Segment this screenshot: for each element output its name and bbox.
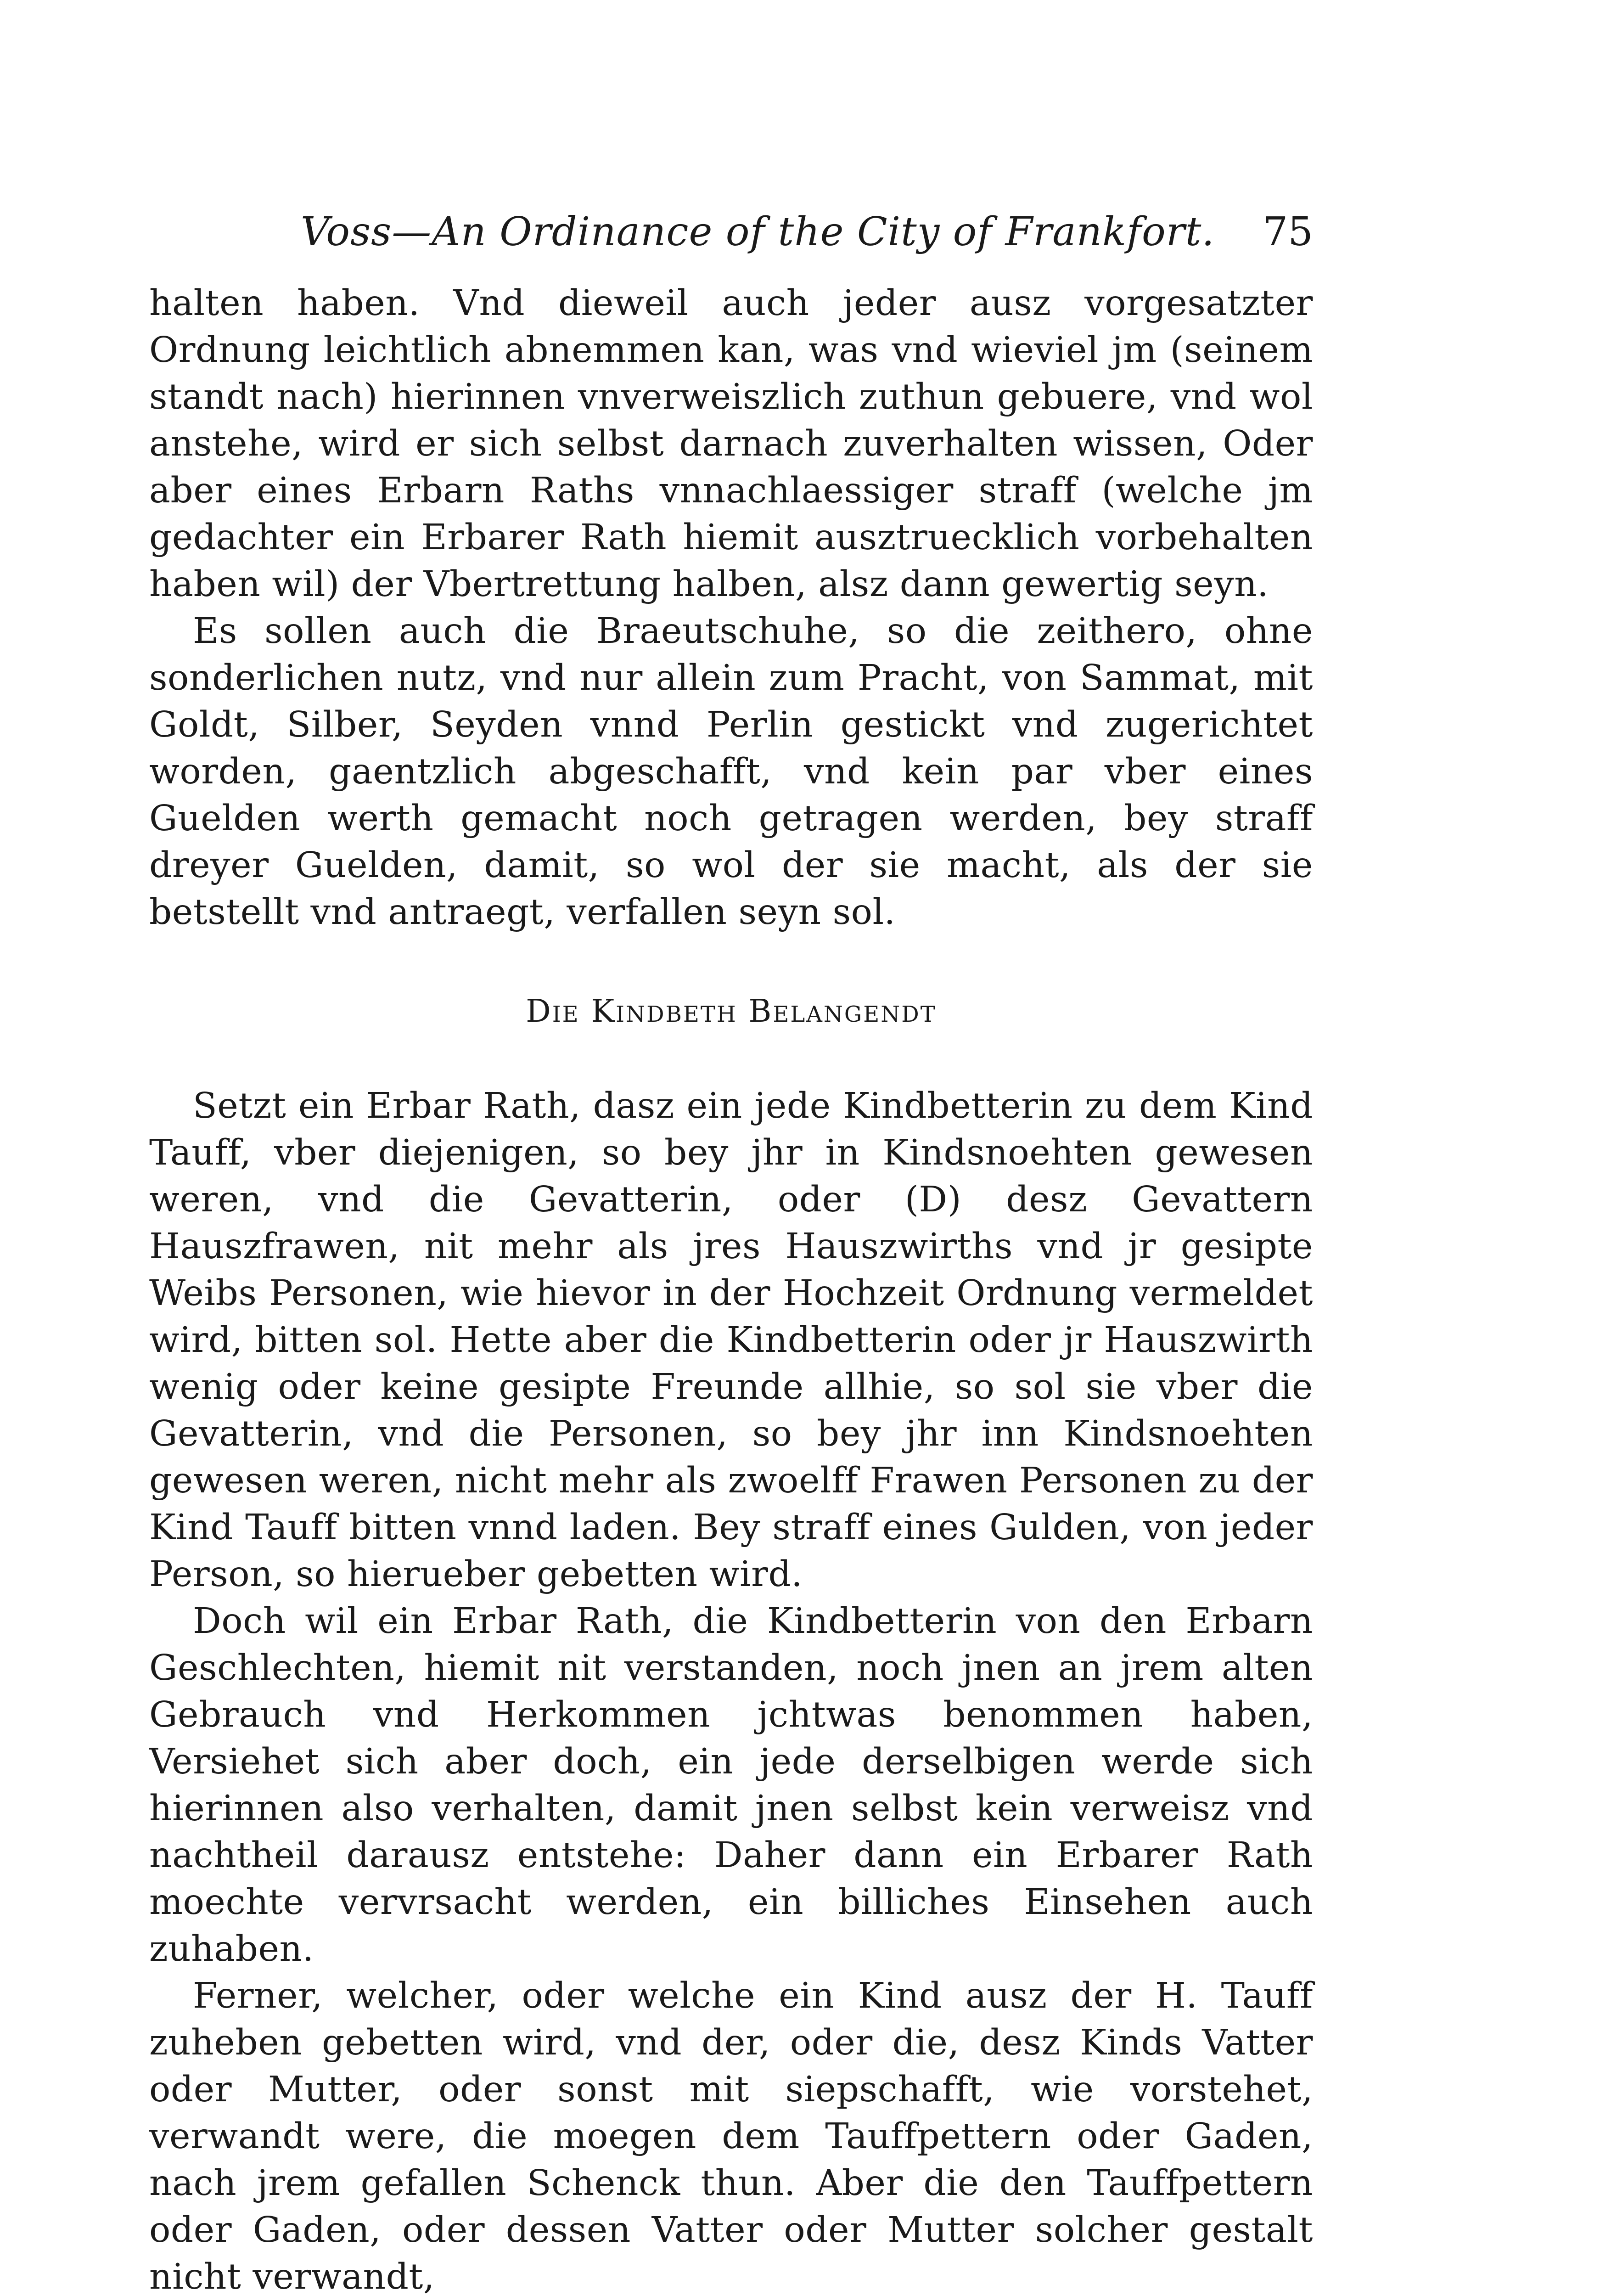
book-page	[149, 197, 1313, 2296]
paragraph-christening-guests: Setzt ein Erbar Rath, dasz ein jede Kindbetterin zu dem Kind Tauff, vber diejenigen, so bey jhr in Kindsnoehten gewesen weren, vnd die Gevatterin, oder (D) desz Gevattern Hauszfrawen, nit mehr als jres Hauszwirths vnd jr gesipte Weibs Personen, wie hievor in der Hochzeit Ordnung vermeldet wird, bitten sol. Hette aber die Kindbetterin oder jr Hauszwirth wenig oder keine gesipte Freunde allhie, so sol sie vber die Gevatterin, vnd die Personen, so bey jhr inn Kindsnoehten gewesen weren, nicht mehr als zwoelff Frawen Personen zu der Kind Tauff bitten vnnd laden. Bey straff eines Gulden, von jeder Person, so hierueber gebetten wird.	[149, 1086, 1313, 1595]
page-number: 75	[1263, 209, 1313, 255]
paragraph-patrician-exemption: Doch wil ein Erbar Rath, die Kindbetterin von den Erbarn Geschlechten, hiemit nit verstanden, noch jnen an jrem alten Gebrauch vnd Herkommen jchtwas benommen haben, Versiehet sich aber doch, ein jede derselbigen werde sich hierinnen also verhalten, damit jnen selbst kein verweisz vnd nachtheil darausz entstehe: Daher dann ein Erbarer Rath moechte vervrsacht werden, ein billiches Einsehen auch zuhaben.	[149, 1601, 1313, 1970]
paragraph-continuation: halten haben. Vnd dieweil auch jeder ausz vorgesatzter Ordnung leichtlich abnemmen kan, was vnd wieviel jm (seinem standt nach) hierinnen vnverweiszlich zuthun gebuere, vnd wol anstehe, wird er sich selbst darnach zuverhalten wissen, Oder aber eines Erbarn Raths vnnachlaessiger straff (welche jm gedachter ein Erbarer Rath hiemit ausztruecklich vorbehalten haben wil) der Vbertrettung halben, alsz dann gewertig seyn.	[149, 283, 1313, 605]
running-head	[149, 197, 1313, 266]
section-heading: Die Kindbeth Belangendt	[526, 993, 937, 1030]
paragraph-bridal-shoes: Es sollen auch die Braeutschuhe, so die zeithero, ohne sonderlichen nutz, vnd nur allein zum Pracht, von Sammat, mit Goldt, Silber, Seyden vnnd Perlin gestickt vnd zugerichtet worden, gaentzlich abgeschafft, vnd kein par vber eines Guelden werth gemacht noch getragen werden, bey straff dreyer Guelden, damit, so wol der sie macht, als der sie betstellt vnd antraegt, verfallen seyn sol.	[149, 611, 1313, 933]
paragraph-godparent-gifts: Ferner, welcher, oder welche ein Kind ausz der H. Tauff zuheben gebetten wird, vnd der, oder die, desz Kinds Vatter oder Mutter, oder sonst mit siepschafft, wie vorstehet, verwandt were, die moegen dem Tauffpettern oder Gaden, nach jrem gefallen Schenck thun. Aber die den Tauffpettern oder Gaden, oder dessen Vatter oder Mutter solcher gestalt nicht verwandt,	[149, 1975, 1313, 2296]
running-title: Voss—An Ordinance of the City of Frankfort.	[301, 209, 1215, 255]
